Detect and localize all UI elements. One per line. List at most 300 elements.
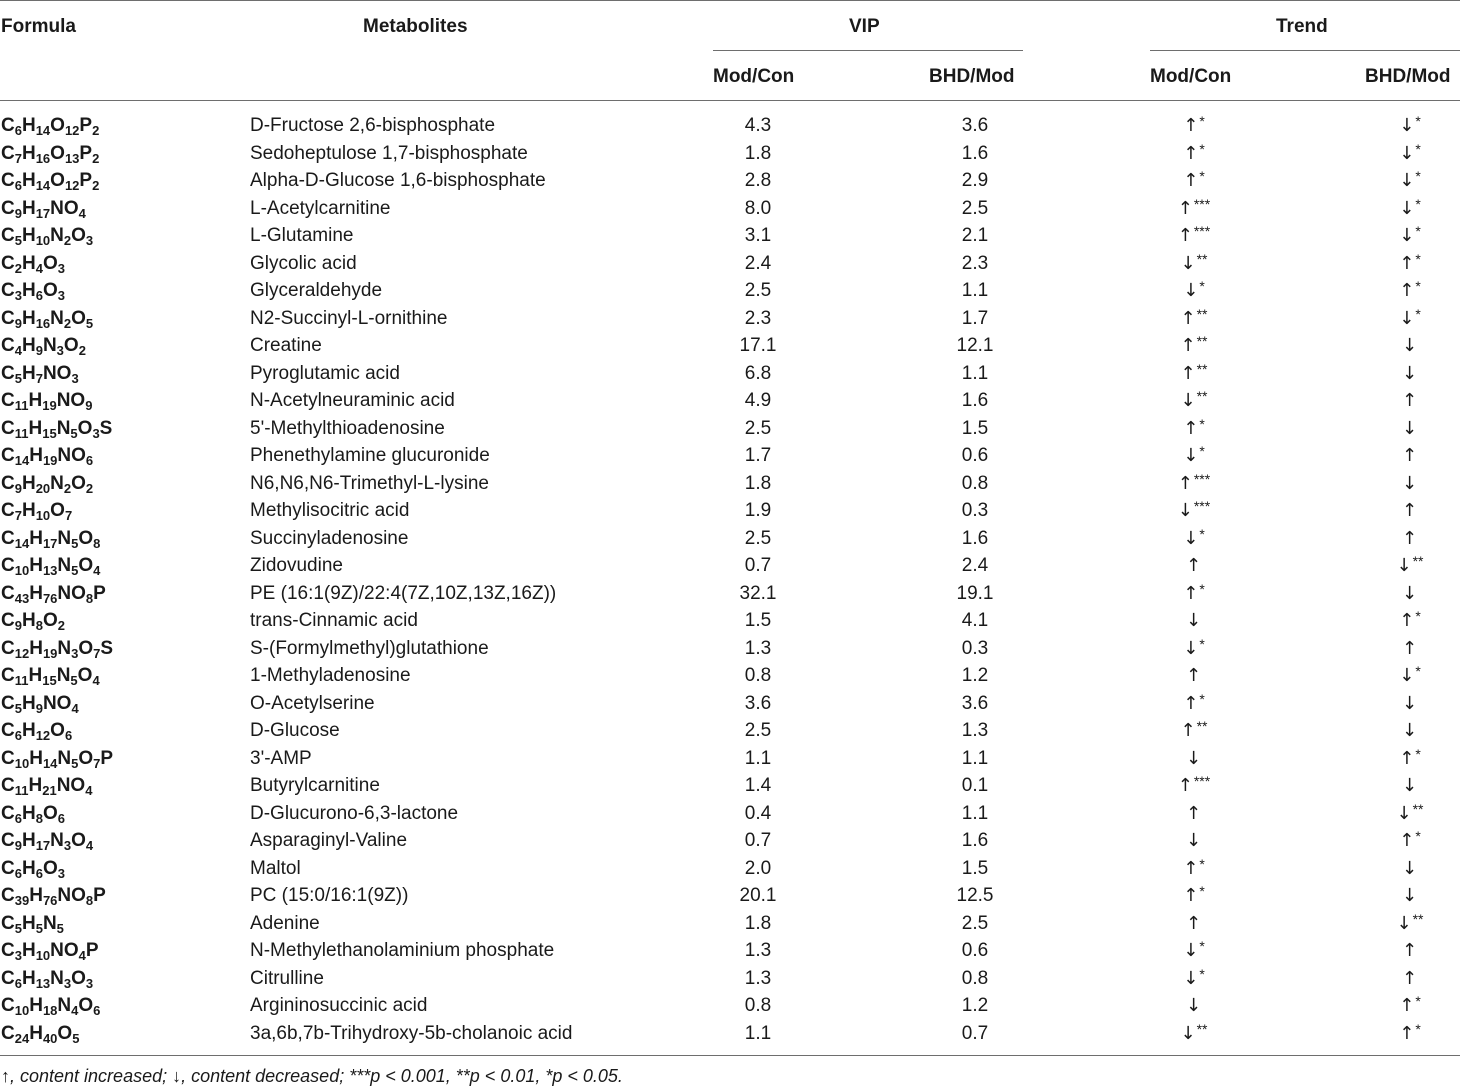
vip-bhd-mod-cell: 0.3 [961,637,989,659]
arrow-down-icon: ↓ [1399,170,1415,191]
vip-mod-con-cell: 8.0 [744,197,772,219]
table-row [0,910,1460,938]
formula-element: H [21,857,36,879]
formula-subscript: 3 [57,865,65,881]
arrow-down-icon: ↓ [1183,940,1199,961]
formula-element: H [29,637,43,659]
formula-cell [1,277,65,305]
significance-marker: ** [1196,388,1208,404]
trend-mod-con-cell [1144,662,1244,690]
metabolite-cell: 3'-AMP [250,747,312,769]
formula-subscript: 3 [85,233,94,248]
vip-mod-con-cell: 1.9 [744,500,772,521]
significance-marker: * [1415,195,1421,212]
formula-subscript: 2 [92,178,100,193]
trend-mod-con-cell [1144,277,1244,305]
metabolite-cell: D-Glucurono-6,3-lactone [250,802,459,824]
formula-element: N [56,417,71,439]
formula-subscript: 7 [93,755,101,771]
formula-subscript: 17 [35,205,51,221]
formula-element: P [93,582,106,604]
significance-marker: ** [1196,333,1208,349]
trend-mod-con-cell [1144,470,1244,498]
formula-subscript: 11 [14,673,29,688]
formula-element: H [21,802,36,824]
metabolite-cell: Butyrylcarnitine [250,775,380,796]
formula-subscript: 5 [14,370,22,386]
formula-element: C [1,142,15,164]
metabolite-cell: Alpha-D-Glucose 1,6-bisphosphate [250,170,546,191]
table-row [0,112,1460,140]
vip-bhd-mod-cell: 1.1 [961,747,989,769]
formula-subscript: 2 [14,260,22,276]
significance-marker: ** [1412,910,1424,927]
formula-cell [1,580,106,608]
formula-cell [1,827,93,855]
formula-subscript: 3 [57,288,65,303]
formula-element: C [1,555,15,576]
formula-element: H [21,720,36,741]
formula-cell [1,882,106,910]
formula-subscript: 5 [85,315,94,331]
trend-bhd-mod-cell [1360,607,1460,635]
formula-element: H [29,555,43,576]
arrow-up-icon: ↑ [1185,912,1202,934]
table-row [0,937,1460,965]
formula-element: O [42,857,58,879]
formula-subscript: 7 [93,645,101,661]
formula-subscript: 9 [14,480,22,496]
formula-element: H [29,1022,43,1044]
arrow-down-icon: ↓ [1401,417,1418,439]
vip-mod-con-cell: 2.5 [744,527,772,549]
vip-mod-con-cell: 2.5 [744,280,772,301]
vip-bhd-mod-cell: 1.5 [961,857,989,879]
trend-bhd-mod-cell [1360,112,1460,140]
arrow-up-icon: ↑ [1399,252,1415,274]
arrow-up-icon: ↑ [1185,802,1202,824]
trend-bhd-mod-cell [1360,965,1460,993]
arrow-up-icon: ↑ [1399,830,1415,851]
formula-element: O [50,115,65,136]
formula-subscript: 5 [70,673,78,688]
formula-subscript: 5 [70,425,78,441]
formula-subscript: 3 [56,343,64,358]
formula-subscript: 2 [85,480,94,496]
formula-element: H [29,747,43,769]
formula-subscript: 6 [14,123,22,138]
formula-element: O [77,665,93,686]
significance-marker: * [1199,140,1205,157]
table-row [0,222,1460,250]
vip-bhd-mod-cell: 1.6 [961,390,989,411]
formula-element: O [57,1022,73,1044]
formula-element: S [100,637,114,659]
table-row [0,525,1460,553]
arrow-up-icon: ↑ [1180,720,1196,741]
formula-subscript: 3 [14,948,22,963]
vip-bhd-mod-cell: 12.1 [956,335,994,356]
table-row [0,992,1460,1020]
formula-subscript: 3 [71,645,79,661]
formula-element: H [21,115,36,136]
formula-element: H [21,170,36,191]
formula-subscript: 13 [35,975,51,991]
arrow-down-icon: ↓ [1396,802,1412,824]
metabolite-cell: Zidovudine [250,555,343,576]
formula-subscript: 9 [85,398,93,413]
formula-subscript: 10 [35,233,51,248]
vip-bhd-mod-cell: 19.1 [956,582,994,604]
vip-bhd-mod-cell: 1.1 [961,362,989,384]
formula-element: C [1,197,15,219]
formula-element: C [1,307,15,329]
arrow-down-icon: ↓ [1185,610,1202,631]
table-row [0,855,1460,883]
arrow-down-icon: ↓ [1183,445,1199,466]
vip-bhd-mod-cell: 12.5 [956,885,994,906]
trend-mod-con-cell [1144,717,1244,745]
formula-subscript: 9 [14,618,22,633]
table-row [0,195,1460,223]
formula-subscript: 19 [42,645,58,661]
table-row [0,277,1460,305]
metabolite-cell: PC (15:0/16:1(9Z)) [250,885,409,906]
formula-cell [1,195,86,223]
formula-element: C [1,637,15,659]
formula-cell [1,497,72,525]
metabolite-cell: O-Acetylserine [250,692,375,714]
metabolite-cell: Glycolic acid [250,252,357,274]
formula-subscript: 3 [57,260,65,276]
vip-bhd-mod-cell: 1.6 [961,830,989,851]
formula-subscript: 15 [42,673,57,688]
formula-element: N [57,555,72,576]
formula-subscript: 17 [42,535,58,551]
significance-marker: * [1415,140,1421,157]
vip-bhd-mod-cell: 0.8 [961,472,989,494]
formula-subscript: 6 [35,288,43,303]
table-row [0,387,1460,415]
arrow-up-icon: ↑ [1180,307,1196,329]
formula-subscript: 8 [35,618,43,633]
vip-mod-con-cell: 3.1 [744,225,772,246]
formula-cell [1,332,86,360]
arrow-up-icon: ↑ [1183,170,1199,191]
vip-mod-con-cell: 0.7 [744,555,772,576]
formula-subscript: 6 [14,810,22,826]
table-row [0,827,1460,855]
trend-group-rule [1150,50,1460,51]
vip-bhd-mod-cell: 1.1 [961,280,989,301]
formula-element: NO [50,197,79,219]
formula-element: H [29,995,43,1016]
vip-bhd-mod-cell: 2.4 [961,555,989,576]
vip-bhd-mod-cell: 1.1 [961,802,989,824]
formula-subscript: 4 [71,1003,79,1018]
formula-subscript: 8 [35,810,43,826]
arrow-down-icon: ↓ [1399,665,1415,686]
significance-marker: * [1415,608,1421,624]
vip-mod-con-cell: 4.9 [744,390,772,411]
vip-mod-con-cell: 1.3 [744,637,772,659]
formula-subscript: 2 [92,123,100,138]
formula-cell [1,360,79,388]
formula-cell [1,305,93,333]
arrow-up-icon: ↑ [1399,995,1415,1016]
formula-element: P [79,170,93,191]
metabolite-cell: 1-Methyladenosine [250,665,411,686]
formula-subscript: 5 [72,1030,80,1046]
formula-element: P [93,885,106,906]
arrow-up-icon: ↑ [1177,225,1193,246]
significance-marker: *** [1193,223,1211,239]
trend-bhd-mod-cell [1360,552,1460,580]
formula-cell [1,222,93,250]
formula-element: O [78,555,94,576]
formula-element: H [28,417,43,439]
formula-element: C [1,610,15,631]
table-row [0,635,1460,663]
formula-element: H [21,335,36,356]
arrow-up-icon: ↑ [1401,390,1418,411]
formula-subscript: 5 [56,920,64,936]
vip-mod-con-cell: 2.8 [744,170,772,191]
metabolite-cell: Sedoheptulose 1,7-bisphosphate [250,142,528,164]
formula-element: N [57,637,72,659]
significance-marker: * [1199,443,1205,459]
formula-subscript: 19 [42,453,58,468]
formula-element: C [1,417,15,439]
formula-subscript: 16 [35,315,51,331]
trend-mod-con-cell [1144,607,1244,635]
metabolite-cell: Citrulline [250,967,324,989]
trend-bhd-mod-cell [1360,525,1460,553]
formula-element: C [1,830,15,851]
formula-element: O [78,637,94,659]
formula-subscript: 6 [93,1003,101,1018]
significance-marker: * [1199,883,1205,899]
formula-element: H [29,527,43,549]
header-metabolites: Metabolites [363,16,468,37]
table-row [0,772,1460,800]
arrow-up-icon: ↑ [1183,142,1199,164]
formula-element: O [50,500,65,521]
formula-element: P [85,940,99,961]
trend-bhd-mod-cell [1360,772,1460,800]
formula-subscript: 40 [42,1030,58,1046]
trend-mod-con-cell [1144,305,1244,333]
formula-cell [1,772,92,800]
arrow-down-icon: ↓ [1183,527,1199,549]
trend-bhd-mod-cell [1360,910,1460,938]
formula-element: C [1,665,15,686]
table-row [0,497,1460,525]
formula-cell [1,552,100,580]
formula-element: O [50,720,65,741]
vip-mod-con-cell: 2.3 [744,307,772,329]
arrow-down-icon: ↓ [1183,280,1199,301]
formula-subscript: 3 [85,975,94,991]
formula-subscript: 4 [92,673,100,688]
formula-cell [1,525,100,553]
metabolite-cell: L-Acetylcarnitine [250,197,391,219]
trend-bhd-mod-cell [1360,305,1460,333]
vip-mod-con-cell: 1.3 [744,967,772,989]
formula-subscript: 13 [64,150,80,166]
header-trend: Trend [1276,16,1328,37]
significance-marker: * [1415,278,1421,294]
formula-cell [1,690,79,718]
trend-mod-con-cell [1144,992,1244,1020]
formula-subscript: 19 [42,398,57,413]
header-bottom-rule [0,100,1460,101]
formula-subscript: 6 [57,810,65,826]
formula-element: NO [56,775,86,796]
vip-mod-con-cell: 0.7 [744,830,772,851]
trend-mod-con-cell [1144,387,1244,415]
formula-element: O [78,527,94,549]
vip-mod-con-cell: 0.8 [744,665,772,686]
formula-subscript: 7 [64,508,73,523]
formula-element: C [1,747,15,769]
formula-subscript: 14 [35,123,51,138]
arrow-up-icon: ↑ [1183,417,1199,439]
formula-element: H [21,610,36,631]
table-row [0,690,1460,718]
vip-mod-con-cell: 1.3 [744,940,772,961]
formula-element: H [29,582,43,604]
formula-element: C [1,692,15,714]
significance-marker: * [1199,525,1205,542]
formula-subscript: 12 [64,123,80,138]
trend-mod-con-cell [1144,690,1244,718]
significance-marker: * [1415,305,1421,322]
formula-element: N [57,747,72,769]
formula-element: H [21,197,36,219]
trend-mod-con-cell [1144,195,1244,223]
vip-mod-con-cell: 1.1 [744,747,772,769]
vip-bhd-mod-cell: 1.2 [961,665,989,686]
significance-marker: * [1415,663,1421,679]
formula-cell [1,800,65,828]
significance-marker: * [1199,168,1205,184]
arrow-up-icon: ↑ [1185,665,1202,686]
formula-subscript: 9 [35,343,43,358]
formula-cell [1,250,65,278]
formula-element: NO [57,445,86,466]
metabolite-cell: N-Methylethanolaminium phosphate [250,940,555,961]
vip-bhd-mod-cell: 1.2 [961,995,989,1016]
trend-bhd-mod-cell [1360,635,1460,663]
trend-mod-con-cell [1144,525,1244,553]
header-vip: VIP [849,16,880,37]
formula-element: O [78,995,94,1016]
formula-subscript: 4 [85,783,93,798]
formula-subscript: 3 [71,370,79,386]
formula-subscript: 10 [35,508,51,523]
table-row [0,415,1460,443]
trend-bhd-mod-cell [1360,360,1460,388]
formula-element: N [42,912,57,934]
trend-mod-con-cell [1144,745,1244,773]
formula-subscript: 43 [14,590,30,606]
trend-mod-con-cell [1144,910,1244,938]
formula-element: O [42,280,58,301]
vip-bhd-mod-cell: 2.5 [961,197,989,219]
table-row [0,305,1460,333]
arrow-down-icon: ↓ [1399,307,1415,329]
formula-element: H [21,940,36,961]
metabolite-cell: Asparaginyl-Valine [250,830,408,851]
trend-mod-con-cell [1144,855,1244,883]
significance-marker: * [1415,828,1421,844]
trend-bhd-mod-cell [1360,690,1460,718]
vip-mod-con-cell: 1.1 [744,1022,772,1044]
formula-element: O [63,335,79,356]
formula-subscript: 6 [14,178,22,193]
table-row [0,662,1460,690]
formula-element: C [1,472,15,494]
trend-bhd-mod-cell [1360,277,1460,305]
metabolite-cell: 5'-Methylthioadenosine [250,417,445,439]
formula-element: O [71,967,86,989]
trend-bhd-mod-cell [1360,992,1460,1020]
formula-subscript: 21 [42,783,57,798]
significance-marker: * [1199,965,1205,982]
trend-bhd-mod-cell [1360,662,1460,690]
formula-element: H [21,252,36,274]
formula-element: O [77,417,93,439]
trend-bhd-mod-cell [1360,222,1460,250]
vip-bhd-mod-cell: 2.9 [961,170,989,191]
formula-element: C [1,335,15,356]
formula-subscript: 11 [14,398,29,413]
significance-marker: ** [1196,1020,1208,1037]
formula-element: C [1,527,15,549]
trend-mod-con-cell [1144,497,1244,525]
trend-bhd-mod-cell [1360,745,1460,773]
metabolite-cell: Adenine [250,912,320,934]
metabolite-cell: D-Fructose 2,6-bisphosphate [250,115,496,136]
formula-element: O [71,307,86,329]
formula-element: C [1,775,15,796]
formula-element: P [100,747,114,769]
arrow-down-icon: ↓ [1185,747,1202,769]
vip-bhd-mod-cell: 2.5 [961,912,989,934]
trend-mod-con-cell [1144,827,1244,855]
trend-mod-con-cell [1144,112,1244,140]
formula-cell [1,662,100,690]
arrow-up-icon: ↑ [1401,940,1418,961]
metabolite-cell: trans-Cinnamic acid [250,610,418,631]
formula-cell [1,910,64,938]
formula-subscript: 9 [14,315,22,331]
formula-subscript: 9 [14,205,22,221]
vip-bhd-mod-cell: 1.6 [961,142,989,164]
formula-subscript: 4 [93,563,101,578]
arrow-up-icon: ↑ [1399,280,1415,301]
vip-mod-con-cell: 20.1 [739,885,777,906]
top-rule [0,0,1460,1]
arrow-down-icon: ↓ [1180,252,1196,274]
formula-element: C [1,582,15,604]
formula-subscript: 5 [71,535,79,551]
formula-element: H [29,445,43,466]
arrow-up-icon: ↑ [1399,610,1415,631]
arrow-down-icon: ↓ [1185,995,1202,1016]
formula-element: H [28,775,43,796]
